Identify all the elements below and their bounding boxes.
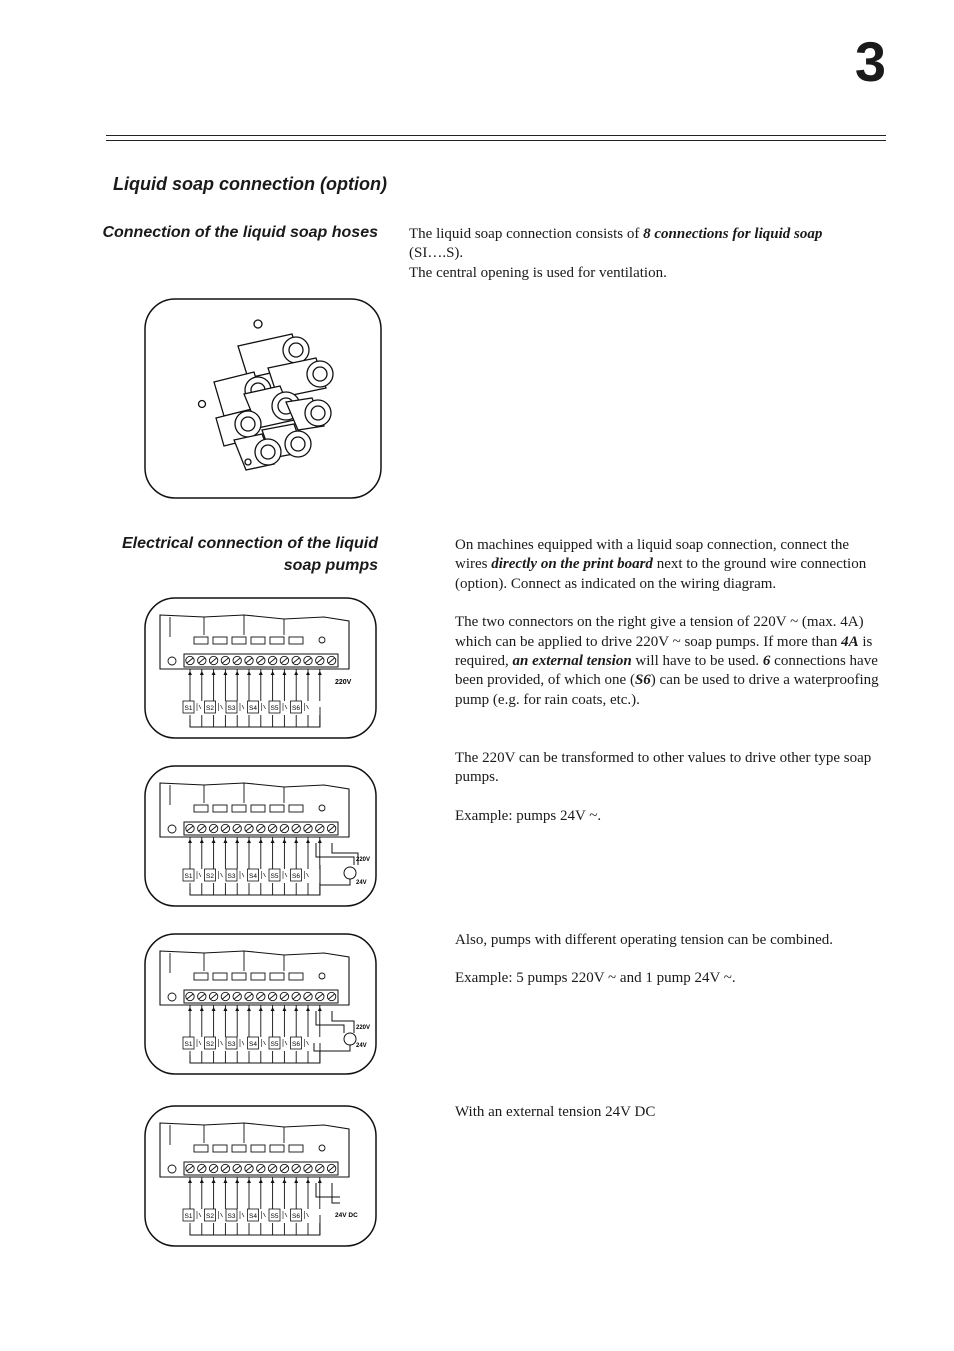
pump-label-s4: S4 [249, 1213, 257, 1220]
chapter-number: 3 [854, 30, 886, 93]
hoses-paragraph-2: The central opening is used for ventilation. [409, 264, 667, 281]
pumps-paragraph-6: Example: 5 pumps 220V ~ and 1 pump 24V ~. [455, 970, 736, 987]
header-rule-top [106, 135, 886, 136]
pump-label-s5: S5 [270, 1041, 279, 1048]
pump-label-s3: S3 [227, 705, 236, 712]
pump-label-s4: S4 [249, 873, 257, 880]
pump-label-s1: S1 [184, 1041, 193, 1048]
pump-label-s2: S2 [206, 1213, 214, 1220]
pumps-paragraph-5: Also, pumps with different operating tension can be combined. [455, 932, 833, 948]
voltage-label-220v: 220V [335, 679, 352, 686]
pump-label-s2: S2 [206, 705, 214, 712]
hoses-text [409, 225, 859, 283]
wiring-diagram-4 [144, 1105, 380, 1249]
voltage-label-24v: 24V [356, 1043, 367, 1049]
pumps-paragraph-7: With an external tension 24V DC [455, 1104, 656, 1120]
pump-label-s1: S1 [184, 1213, 193, 1220]
pumps-paragraph-4: Example: pumps 24V ~. [455, 807, 602, 824]
pumps-paragraph-2: The two connectors on the right give a tension of 220V ~ (max. 4A) which can be applied to drive 220V ~ soap pumps. If more than 4A is required, an external tension will have to be used. 6 connections have been provided, of which one (S6) can be used to drive a waterproofing pump (e.g. for rain coats, etc.). [455, 614, 879, 708]
pump-label-s6: S6 [292, 705, 300, 712]
voltage-label-24v-dc: 24V DC [335, 1212, 358, 1219]
pump-label-s6: S6 [292, 1213, 300, 1220]
pumps-paragraph-1: On machines equipped with a liquid soap connection, connect the wires directly on the print board next to the ground wire connection (option). Connect as indicated on the wiring diagram. [455, 537, 867, 592]
hose-connector-figure [144, 298, 384, 500]
pump-label-s5: S5 [270, 1213, 279, 1220]
pump-label-s3: S3 [227, 1213, 236, 1220]
voltage-label-24v: 24V [356, 880, 367, 886]
pump-label-s6: S6 [292, 1041, 300, 1048]
pump-label-s6: S6 [292, 873, 300, 880]
section-title: Liquid soap connection (option) [113, 174, 387, 194]
pumps-heading: Electrical connection of the liquid soap pumps [121, 535, 378, 574]
hoses-paragraph-1: The liquid soap connection consists of 8 connections for liquid soap (SI….S). [409, 226, 823, 262]
pump-label-s3: S3 [227, 873, 236, 880]
pump-label-s5: S5 [270, 873, 279, 880]
pump-label-s1: S1 [184, 873, 193, 880]
wiring-diagram-3 [144, 933, 380, 1077]
pumps-text-block-3 [455, 931, 885, 989]
pump-label-s4: S4 [249, 705, 257, 712]
pumps-text-block-2 [455, 749, 885, 826]
pump-label-s3: S3 [227, 1041, 236, 1048]
voltage-label-220v: 220V [356, 1025, 371, 1031]
header-rule-bottom [106, 140, 886, 141]
pump-label-s5: S5 [270, 705, 279, 712]
pumps-paragraph-3: The 220V can be transformed to other values to drive other type soap pumps. [455, 750, 872, 786]
hoses-heading: Connection of the liquid soap hoses [102, 224, 378, 241]
wiring-diagram-1 [144, 597, 380, 741]
pumps-text-block-1 [455, 536, 885, 710]
pump-label-s1: S1 [184, 705, 193, 712]
pump-label-s2: S2 [206, 1041, 214, 1048]
pump-label-s4: S4 [249, 1041, 257, 1048]
pump-label-s2: S2 [206, 873, 214, 880]
voltage-label-220v: 220V [356, 857, 371, 863]
pumps-text-block-4 [455, 1103, 885, 1122]
wiring-diagram-2 [144, 765, 380, 909]
